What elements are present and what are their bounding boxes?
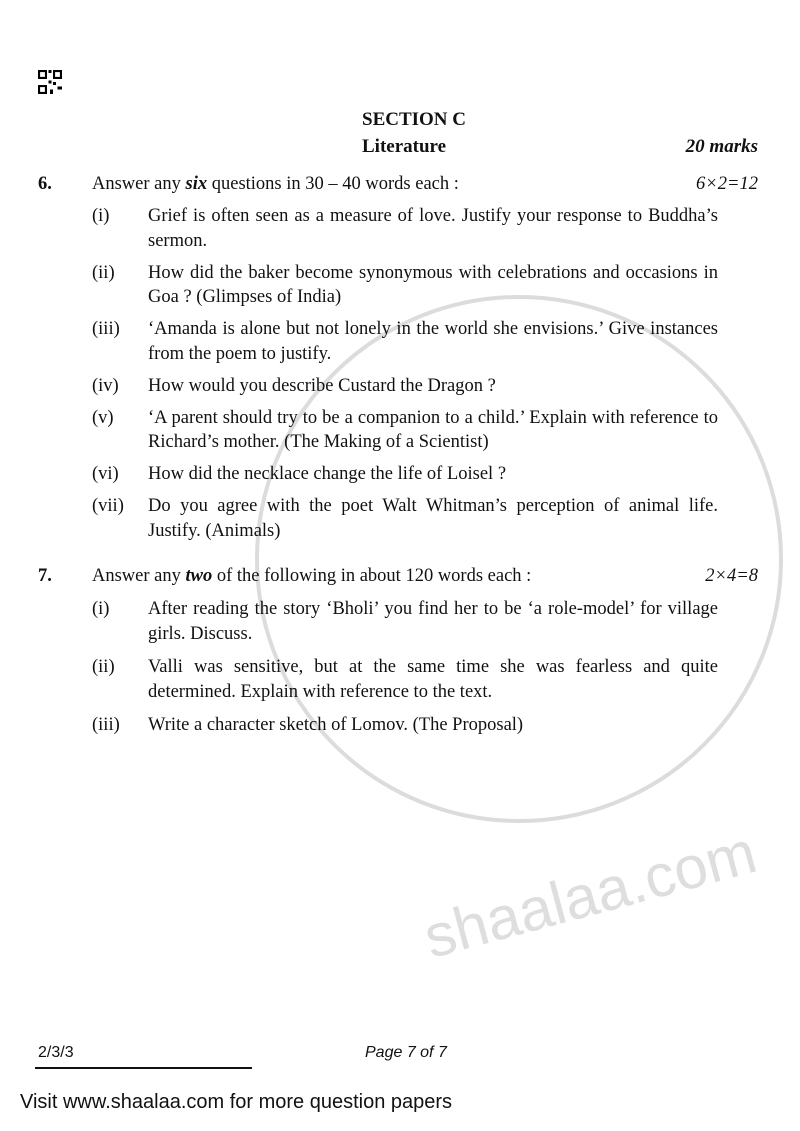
page-number: Page 7 of 7: [365, 1044, 447, 1061]
question-item: (vi) How did the necklace change the life of Loisel ?: [92, 464, 507, 484]
section-marks: 20 marks: [685, 136, 758, 157]
section-title: SECTION C: [362, 109, 466, 130]
question-number: 7.: [38, 566, 52, 586]
question-item: (iii) ‘Amanda is alone but not lonely in the world she envisions.’ Give instances from the poem to justify.: [92, 319, 718, 364]
paper-code: 2/3/3: [38, 1044, 74, 1061]
question-item: (i) After reading the story ‘Bholi’ you find her to be ‘a role-model’ for village girls. Discuss.: [92, 599, 718, 644]
questions: [38, 172, 758, 738]
question-marks: 6×2=12: [696, 174, 758, 194]
question-prompt: Answer any six questions in 30 – 40 words each :: [92, 174, 459, 194]
question-number: 6.: [38, 174, 52, 194]
question-marks: 2×4=8: [705, 566, 758, 586]
question-item: (v) ‘A parent should try to be a companion to a child.’ Explain with reference to Richard’s mother. (The Making of a Scientist): [92, 407, 718, 452]
qr-code-icon: [38, 70, 62, 94]
question-item: (ii) How did the baker become synonymous with celebrations and occasions in Goa ? (Glimpses of India): [92, 262, 718, 307]
question-item: (vii) Do you agree with the poet Walt Whitman’s perception of animal life. Justify. (Animals): [92, 496, 718, 541]
visit-link[interactable]: Visit www.shaalaa.com for more question papers: [20, 1091, 453, 1113]
subject-title: Literature: [362, 136, 447, 157]
question-item: (iii) Write a character sketch of Lomov. (The Proposal): [92, 715, 524, 735]
question-6: [38, 172, 758, 543]
question-item: (i) Grief is often seen as a measure of love. Justify your response to Buddha’s sermon.: [92, 206, 718, 251]
question-7: [38, 564, 758, 738]
footer-rule: [35, 1067, 252, 1069]
watermark-text: shaalaa.com: [417, 818, 764, 971]
question-item: (ii) Valli was sensitive, but at the same time she was fearless and quite determined. Explain with reference to the text.: [92, 657, 718, 702]
question-prompt: Answer any two of the following in about 120 words each :: [92, 566, 532, 586]
question-item: (iv) How would you describe Custard the Dragon ?: [92, 375, 496, 396]
